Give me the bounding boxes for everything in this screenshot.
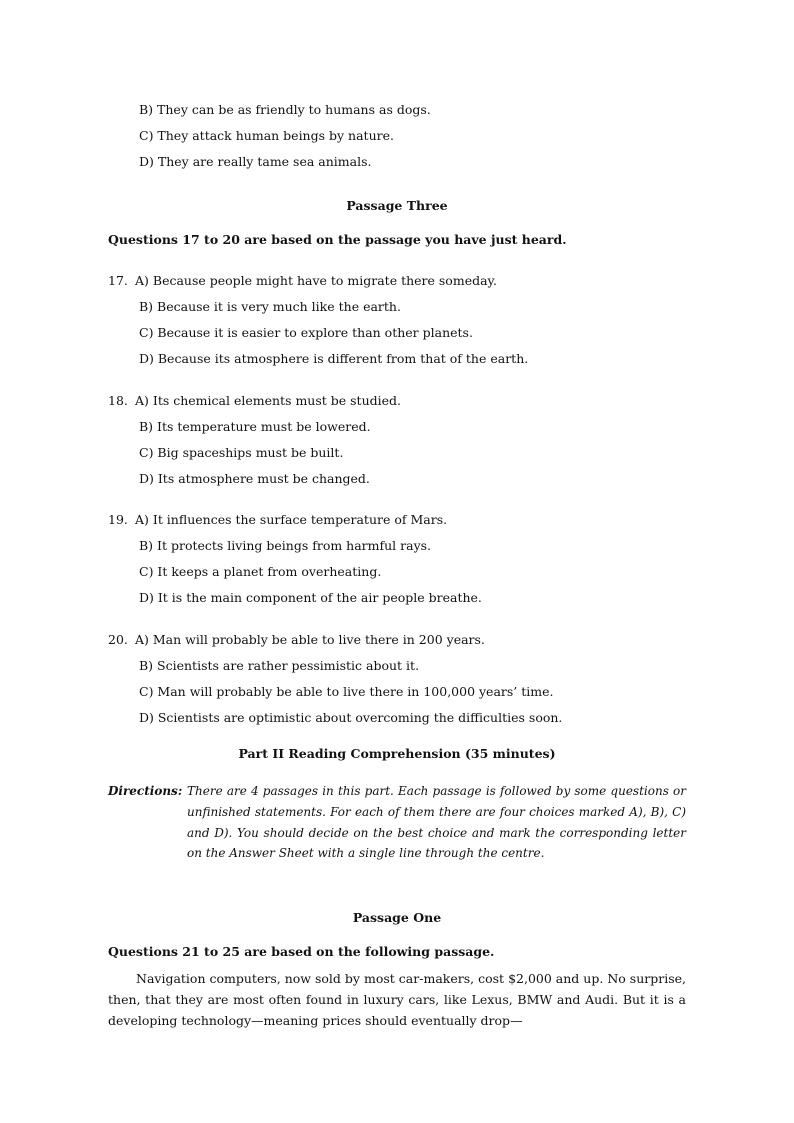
directions-label: Directions: <box>108 784 183 798</box>
directions-text: There are 4 passages in this part. Each passage is followed by some questions or unfinished statements. For each of them there are four choices marked A), B), C) and D). You should decide on the best choice and mark the corresponding letter on the Answer Sheet with a single line through the centre. <box>187 784 686 861</box>
q18-option-b: B) Its temperature must be lowered. <box>139 419 371 434</box>
q19-number: 19. <box>108 512 128 527</box>
passage-three-instructions: Questions 17 to 20 are based on the passage you have just heard. <box>108 232 567 247</box>
q18-option-c: C) Big spaceships must be built. <box>139 445 344 460</box>
q20-option-d: D) Scientists are optimistic about overcoming the difficulties soon. <box>139 710 563 725</box>
q17-option-b: B) Because it is very much like the earth. <box>139 299 401 314</box>
q17-option-c: C) Because it is easier to explore than other planets. <box>139 325 473 340</box>
q19-option-c: C) It keeps a planet from overheating. <box>139 564 382 579</box>
q17-number: 17. <box>108 273 128 288</box>
passage-one-title: Passage One <box>352 910 442 925</box>
q19-option-d: D) It is the main component of the air people breathe. <box>139 590 482 605</box>
passage-three-title: Passage Three <box>346 198 448 213</box>
q20-number: 20. <box>108 632 128 647</box>
q19-option-b: B) It protects living beings from harmful rays. <box>139 538 432 553</box>
q19-option-a: A) It influences the surface temperature of Mars. <box>135 512 448 527</box>
q16-option-d: D) They are really tame sea animals. <box>139 154 372 169</box>
part2-heading: Part II Reading Comprehension (35 minutes) <box>238 746 556 761</box>
passage-one-instructions: Questions 21 to 25 are based on the following passage. <box>108 944 495 959</box>
passage-one-paragraph: Navigation computers, now sold by most car-makers, cost $2,000 and up. No surprise, then, that they are most often found in luxury cars, like Lexus, BMW and Audi. But it is a developing technology—meaning prices should eventually drop— <box>108 971 686 1028</box>
q16-option-c: C) They attack human beings by nature. <box>139 128 394 143</box>
q16-option-b: B) They can be as friendly to humans as dogs. <box>139 102 431 117</box>
q17-option-d: D) Because its atmosphere is different from that of the earth. <box>139 351 529 366</box>
q20-option-b: B) Scientists are rather pessimistic about it. <box>139 658 420 673</box>
q18-option-d: D) Its atmosphere must be changed. <box>139 471 370 486</box>
q20-option-c: C) Man will probably be able to live there in 100,000 years’ time. <box>139 684 554 699</box>
q17-option-a: A) Because people might have to migrate there someday. <box>135 273 497 288</box>
q18-number: 18. <box>108 393 128 408</box>
q18-option-a: A) Its chemical elements must be studied. <box>135 393 402 408</box>
q20-option-a: A) Man will probably be able to live there in 200 years. <box>135 632 485 647</box>
